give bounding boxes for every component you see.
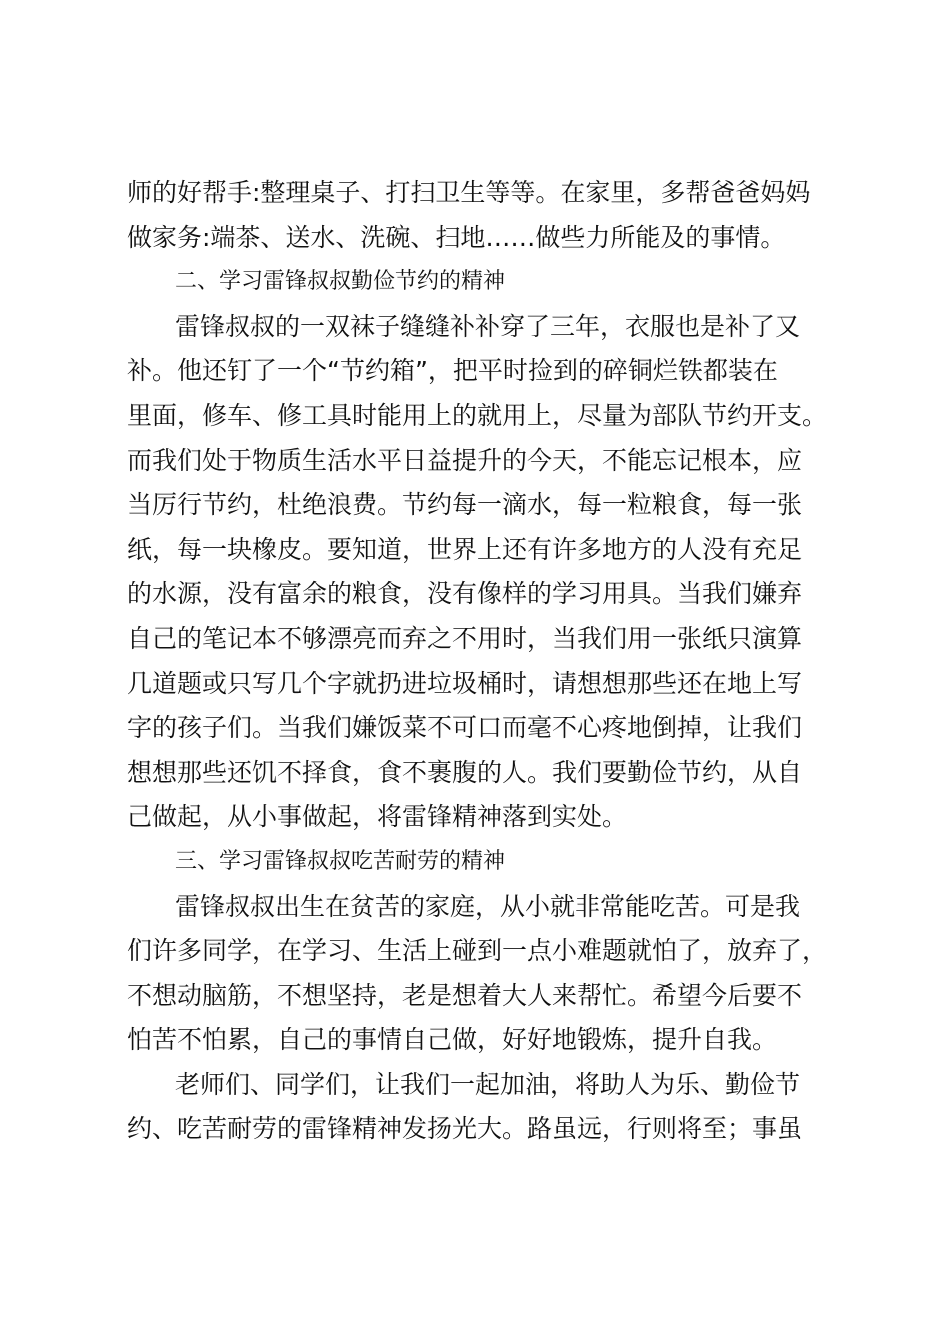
paragraph-first-line: 老师们、同学们，让我们一起加油，将助人为乐、勤俭节 bbox=[175, 1069, 801, 1099]
body-line: 做家务:端茶、送水、洗碗、扫地……做些力所能及的事情。 bbox=[127, 222, 786, 252]
body-line: 纸，每一块橡皮。要知道，世界上还有许多地方的人没有充足 bbox=[127, 534, 803, 564]
body-line: 师的好帮手:整理桌子、打扫卫生等等。在家里，多帮爸爸妈妈 bbox=[127, 178, 811, 207]
section-heading: 二、学习雷锋叔叔勤俭节约的精神 bbox=[175, 269, 506, 295]
body-line: 己做起，从小事做起，将雷锋精神落到实处。 bbox=[127, 802, 628, 832]
body-line: 字的孩子们。当我们嫌饭菜不可口而毫不心疼地倒掉，让我们 bbox=[127, 713, 803, 743]
body-line: 补。他还钉了一个“节约箱”，把平时捡到的碎铜烂铁都装在 bbox=[127, 356, 778, 386]
body-line: 当厉行节约，杜绝浪费。节约每一滴水，每一粒粮食，每一张 bbox=[127, 490, 803, 520]
body-line: 想想那些还饥不择食，食不裹腹的人。我们要勤俭节约，从自 bbox=[127, 757, 803, 787]
paragraph-first-line: 雷锋叔叔的一双袜子缝缝补补穿了三年，衣服也是补了又 bbox=[175, 311, 801, 341]
body-line: 里面，修车、修工具时能用上的就用上，尽量为部队节约开支。 bbox=[127, 400, 828, 430]
body-line: 自己的笔记本不够漂亮而弃之不用时，当我们用一张纸只演算 bbox=[127, 623, 803, 653]
body-line: 而我们处于物质生活水平日益提升的今天，不能忘记根本，应 bbox=[127, 445, 803, 475]
body-line: 怕苦不怕累，自己的事情自己做，好好地锻炼，提升自我。 bbox=[127, 1025, 778, 1055]
document-body bbox=[127, 171, 857, 1152]
body-line: 不想动脑筋，不想坚持，老是想着大人来帮忙。希望今后要不 bbox=[127, 980, 803, 1010]
body-line: 几道题或只写几个字就扔进垃圾桶时，请想想那些还在地上写 bbox=[127, 668, 803, 698]
body-line: 的水源，没有富余的粮食，没有像样的学习用具。当我们嫌弃 bbox=[127, 579, 803, 609]
body-line: 约、吃苦耐劳的雷锋精神发扬光大。路虽远，行则将至；事虽 bbox=[127, 1114, 803, 1144]
body-line: 们许多同学，在学习、生活上碰到一点小难题就怕了，放弃了， bbox=[127, 936, 828, 966]
paragraph-first-line: 雷锋叔叔出生在贫苦的家庭，从小就非常能吃苦。可是我 bbox=[175, 891, 801, 921]
section-heading: 三、学习雷锋叔叔吃苦耐劳的精神 bbox=[175, 848, 506, 874]
